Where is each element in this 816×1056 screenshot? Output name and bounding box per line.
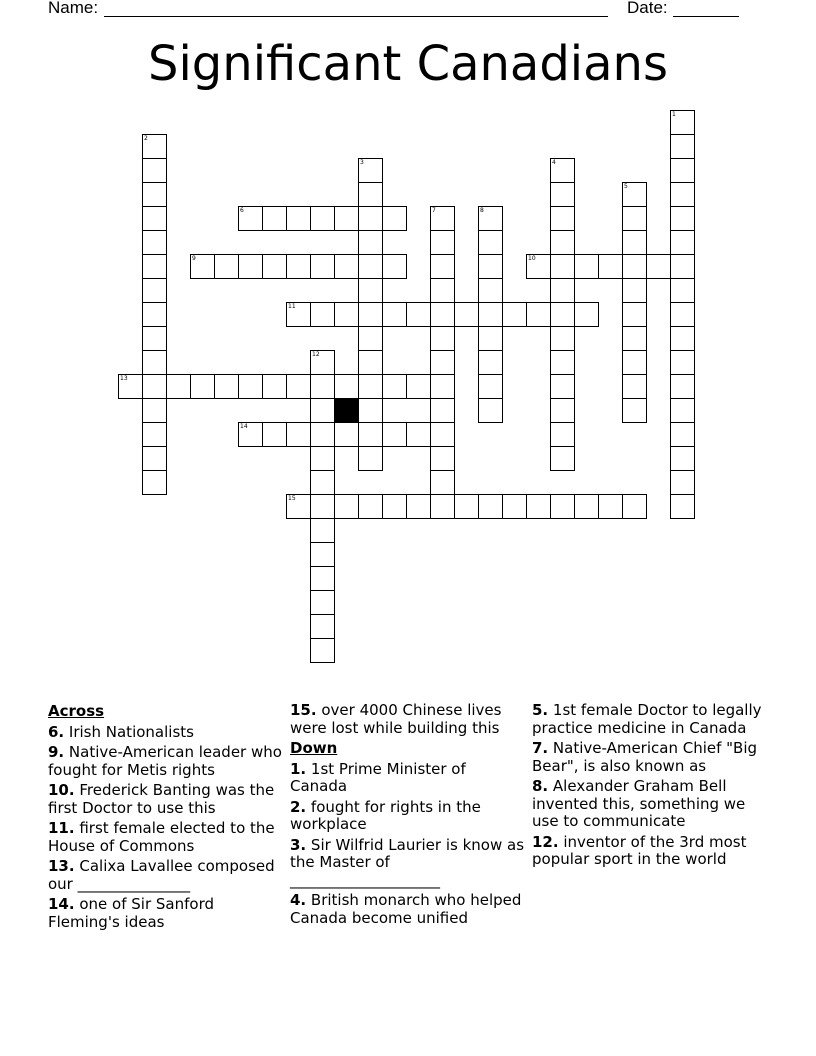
crossword-cell[interactable]: [142, 470, 167, 495]
crossword-cell[interactable]: [430, 230, 455, 255]
crossword-cell[interactable]: [358, 206, 383, 231]
crossword-cell[interactable]: [478, 206, 503, 231]
crossword-cell[interactable]: [454, 494, 479, 519]
crossword-cell[interactable]: [622, 326, 647, 351]
crossword-cell[interactable]: [310, 374, 335, 399]
crossword-cell[interactable]: [262, 254, 287, 279]
crossword-cell[interactable]: [382, 254, 407, 279]
crossword-cell[interactable]: [670, 254, 695, 279]
down-clue: 1. 1st Prime Minister of Canada: [290, 759, 466, 795]
crossword-cell[interactable]: [358, 158, 383, 183]
crossword-cell[interactable]: [622, 302, 647, 327]
crossword-cell[interactable]: [670, 206, 695, 231]
crossword-cell[interactable]: [670, 110, 695, 135]
crossword-cell[interactable]: [142, 278, 167, 303]
crossword-cell[interactable]: [310, 542, 335, 567]
clue-number: 3: [360, 159, 364, 166]
crossword-cell[interactable]: [286, 206, 311, 231]
clue-number: 4: [552, 159, 556, 166]
crossword-cell[interactable]: [550, 182, 575, 207]
crossword-cell[interactable]: [478, 398, 503, 423]
crossword-cell[interactable]: [550, 494, 575, 519]
date-label: Date:: [627, 0, 668, 17]
crossword-cell[interactable]: [406, 422, 431, 447]
across-heading: Across: [48, 702, 105, 720]
crossword-cell[interactable]: [238, 374, 263, 399]
crossword-cell[interactable]: [190, 374, 215, 399]
crossword-cell[interactable]: [310, 350, 335, 375]
crossword-cell[interactable]: [430, 278, 455, 303]
crossword-cell[interactable]: [382, 494, 407, 519]
name-label: Name:: [48, 0, 99, 17]
crossword-cell[interactable]: [670, 326, 695, 351]
crossword-cell[interactable]: [382, 302, 407, 327]
crossword-cell[interactable]: [142, 230, 167, 255]
crossword-cell[interactable]: [622, 182, 647, 207]
crossword-cell[interactable]: [310, 590, 335, 615]
crossword-cell[interactable]: [382, 374, 407, 399]
crossword-cell[interactable]: [670, 494, 695, 519]
crossword-cell[interactable]: [670, 398, 695, 423]
across-clue: 11. first female elected to the House of Commons: [48, 819, 275, 855]
crossword-cell[interactable]: [358, 278, 383, 303]
crossword-cell[interactable]: [550, 374, 575, 399]
down-heading: Down: [290, 739, 338, 757]
crossword-cell[interactable]: [310, 638, 335, 663]
crossword-cell[interactable]: [358, 374, 383, 399]
down-clue: 4. British monarch who helped Canada become unified: [290, 891, 522, 927]
crossword-cell[interactable]: [670, 158, 695, 183]
crossword-cell[interactable]: [622, 254, 647, 279]
crossword-cell[interactable]: [358, 326, 383, 351]
crossword-cell[interactable]: [310, 470, 335, 495]
black-square: [334, 398, 359, 423]
crossword-cell[interactable]: [670, 446, 695, 471]
crossword-cell[interactable]: [646, 254, 671, 279]
crossword-cell[interactable]: [550, 278, 575, 303]
worksheet-header: [0, 0, 816, 24]
crossword-cell[interactable]: [430, 302, 455, 327]
crossword-cell[interactable]: [598, 254, 623, 279]
crossword-cell[interactable]: [502, 494, 527, 519]
crossword-cell[interactable]: [670, 350, 695, 375]
clue-number: 6: [240, 207, 244, 214]
crossword-cell[interactable]: [358, 494, 383, 519]
crossword-cell[interactable]: [358, 446, 383, 471]
crossword-cell[interactable]: [214, 254, 239, 279]
crossword-cell[interactable]: [478, 230, 503, 255]
crossword-cell[interactable]: [526, 254, 551, 279]
crossword-cell[interactable]: [574, 494, 599, 519]
crossword-cell[interactable]: [286, 302, 311, 327]
crossword-cell[interactable]: [550, 422, 575, 447]
crossword-cell[interactable]: [142, 302, 167, 327]
crossword-cell[interactable]: [190, 254, 215, 279]
across-clue: 13. Calixa Lavallee composed our _______________: [48, 857, 275, 893]
crossword-cell[interactable]: [310, 494, 335, 519]
crossword-cell[interactable]: [334, 206, 359, 231]
crossword-cell[interactable]: [310, 422, 335, 447]
page-title: Significant Canadians: [148, 36, 668, 92]
crossword-cell[interactable]: [550, 206, 575, 231]
crossword-cell[interactable]: [478, 326, 503, 351]
crossword-cell[interactable]: [310, 302, 335, 327]
date-field[interactable]: [673, 16, 739, 17]
crossword-cell[interactable]: [262, 422, 287, 447]
crossword-cell[interactable]: [670, 374, 695, 399]
crossword-cell[interactable]: [550, 302, 575, 327]
crossword-cell[interactable]: [622, 206, 647, 231]
crossword-cell[interactable]: [550, 158, 575, 183]
down-clue: 3. Sir Wilfrid Laurier is know as the Master of ____________________: [290, 835, 525, 889]
crossword-cell[interactable]: [598, 494, 623, 519]
crossword-cell[interactable]: [142, 398, 167, 423]
crossword-cell[interactable]: [358, 302, 383, 327]
crossword-cell[interactable]: [358, 398, 383, 423]
crossword-cell[interactable]: [670, 302, 695, 327]
crossword-cell[interactable]: [286, 494, 311, 519]
crossword-cell[interactable]: [550, 230, 575, 255]
crossword-cell[interactable]: [358, 230, 383, 255]
clue-number: 12: [312, 351, 320, 358]
crossword-cell[interactable]: [430, 374, 455, 399]
crossword-cell[interactable]: [622, 494, 647, 519]
crossword-cell[interactable]: [574, 302, 599, 327]
crossword-cell[interactable]: [142, 326, 167, 351]
across-clue: 10. Frederick Banting was the first Doctor to use this: [48, 781, 275, 817]
clue-number: 13: [120, 375, 128, 382]
crossword-cell[interactable]: [358, 350, 383, 375]
crossword-cell[interactable]: [430, 326, 455, 351]
clue-number: 2: [144, 135, 148, 142]
clues-column-3: [532, 702, 768, 872]
clue-number: 15: [288, 495, 296, 502]
down-clue: 12. inventor of the 3rd most popular sport in the world: [532, 832, 747, 868]
clue-number: 10: [528, 255, 536, 262]
crossword-cell[interactable]: [238, 254, 263, 279]
crossword-cell[interactable]: [550, 254, 575, 279]
crossword-cell[interactable]: [310, 446, 335, 471]
crossword-cell[interactable]: [478, 374, 503, 399]
across-clue: 15. over 4000 Chinese lives were lost while building this: [290, 701, 502, 737]
crossword-cell[interactable]: [430, 446, 455, 471]
crossword-cell[interactable]: [550, 446, 575, 471]
crossword-cell[interactable]: [478, 254, 503, 279]
clue-number: 11: [288, 303, 296, 310]
crossword-cell[interactable]: [142, 134, 167, 159]
crossword-cell[interactable]: [574, 254, 599, 279]
crossword-cell[interactable]: [622, 278, 647, 303]
crossword-cell[interactable]: [118, 374, 143, 399]
crossword-cell[interactable]: [142, 422, 167, 447]
down-clue: 7. Native-American Chief "Big Bear", is also known as: [532, 739, 758, 775]
crossword-cell[interactable]: [334, 254, 359, 279]
crossword-cell[interactable]: [382, 422, 407, 447]
crossword-cell[interactable]: [334, 374, 359, 399]
crossword-cell[interactable]: [550, 350, 575, 375]
crossword-cell[interactable]: [550, 398, 575, 423]
crossword-cell[interactable]: [406, 494, 431, 519]
across-clue: 9. Native-American leader who fought for Metis rights: [48, 743, 282, 779]
crossword-cell[interactable]: [358, 182, 383, 207]
crossword-cell[interactable]: [430, 254, 455, 279]
crossword-cell[interactable]: [334, 422, 359, 447]
crossword-cell[interactable]: [526, 302, 551, 327]
crossword-cell[interactable]: [310, 398, 335, 423]
crossword-cell[interactable]: [142, 446, 167, 471]
down-clue: 5. 1st female Doctor to legally practice medicine in Canada: [532, 701, 762, 737]
crossword-cell[interactable]: [670, 470, 695, 495]
crossword-cell[interactable]: [142, 206, 167, 231]
crossword-cell[interactable]: [430, 470, 455, 495]
crossword-cell[interactable]: [238, 206, 263, 231]
crossword-cell[interactable]: [430, 206, 455, 231]
crossword-cell[interactable]: [406, 302, 431, 327]
crossword-cell[interactable]: [382, 206, 407, 231]
crossword-cell[interactable]: [430, 494, 455, 519]
crossword-cell[interactable]: [670, 278, 695, 303]
clue-number: 8: [480, 207, 484, 214]
crossword-cell[interactable]: [286, 374, 311, 399]
clue-number: 7: [432, 207, 436, 214]
crossword-cell[interactable]: [622, 350, 647, 375]
crossword-cell[interactable]: [262, 206, 287, 231]
crossword-cell[interactable]: [286, 254, 311, 279]
crossword-cell[interactable]: [166, 374, 191, 399]
crossword-cell[interactable]: [142, 182, 167, 207]
crossword-cell[interactable]: [430, 422, 455, 447]
crossword-cell[interactable]: [430, 398, 455, 423]
crossword-cell[interactable]: [526, 494, 551, 519]
crossword-cell[interactable]: [670, 230, 695, 255]
crossword-cell[interactable]: [142, 350, 167, 375]
crossword-cell[interactable]: [310, 518, 335, 543]
crossword-cell[interactable]: [622, 230, 647, 255]
crossword-cell[interactable]: [430, 350, 455, 375]
crossword-cell[interactable]: [358, 254, 383, 279]
crossword-cell[interactable]: [310, 254, 335, 279]
crossword-cell[interactable]: [670, 422, 695, 447]
crossword-cell[interactable]: [334, 494, 359, 519]
crossword-cell[interactable]: [286, 422, 311, 447]
crossword-cell[interactable]: [142, 158, 167, 183]
clues-column-2: [290, 702, 526, 930]
crossword-cell[interactable]: [334, 302, 359, 327]
clues-column-1: [48, 702, 284, 934]
crossword-cell[interactable]: [670, 182, 695, 207]
crossword-cell[interactable]: [142, 374, 167, 399]
crossword-cell[interactable]: [406, 374, 431, 399]
crossword-cell[interactable]: [622, 374, 647, 399]
crossword-cell[interactable]: [310, 566, 335, 591]
crossword-cell[interactable]: [478, 350, 503, 375]
crossword-cell[interactable]: [550, 326, 575, 351]
crossword-cell[interactable]: [310, 206, 335, 231]
crossword-cell[interactable]: [502, 302, 527, 327]
crossword-cell[interactable]: [142, 254, 167, 279]
crossword-cell[interactable]: [478, 302, 503, 327]
clue-number: 9: [192, 255, 196, 262]
name-field[interactable]: [104, 16, 608, 17]
crossword-cell[interactable]: [622, 398, 647, 423]
crossword-cell[interactable]: [358, 422, 383, 447]
crossword-cell[interactable]: [478, 278, 503, 303]
crossword-cell[interactable]: [310, 614, 335, 639]
crossword-cell[interactable]: [262, 374, 287, 399]
clue-number: 5: [624, 183, 628, 190]
clue-number: 14: [240, 423, 248, 430]
crossword-cell[interactable]: [238, 422, 263, 447]
across-clue: 14. one of Sir Sanford Fleming's ideas: [48, 895, 214, 931]
crossword-cell[interactable]: [454, 302, 479, 327]
across-clue: 6. Irish Nationalists: [48, 722, 194, 741]
down-clue: 8. Alexander Graham Bell invented this, something we use to communicate: [532, 777, 746, 830]
crossword-cell[interactable]: [670, 134, 695, 159]
clue-number: 1: [672, 111, 676, 118]
down-clue: 2. fought for rights in the workplace: [290, 797, 481, 833]
crossword-cell[interactable]: [478, 494, 503, 519]
crossword-cell[interactable]: [214, 374, 239, 399]
